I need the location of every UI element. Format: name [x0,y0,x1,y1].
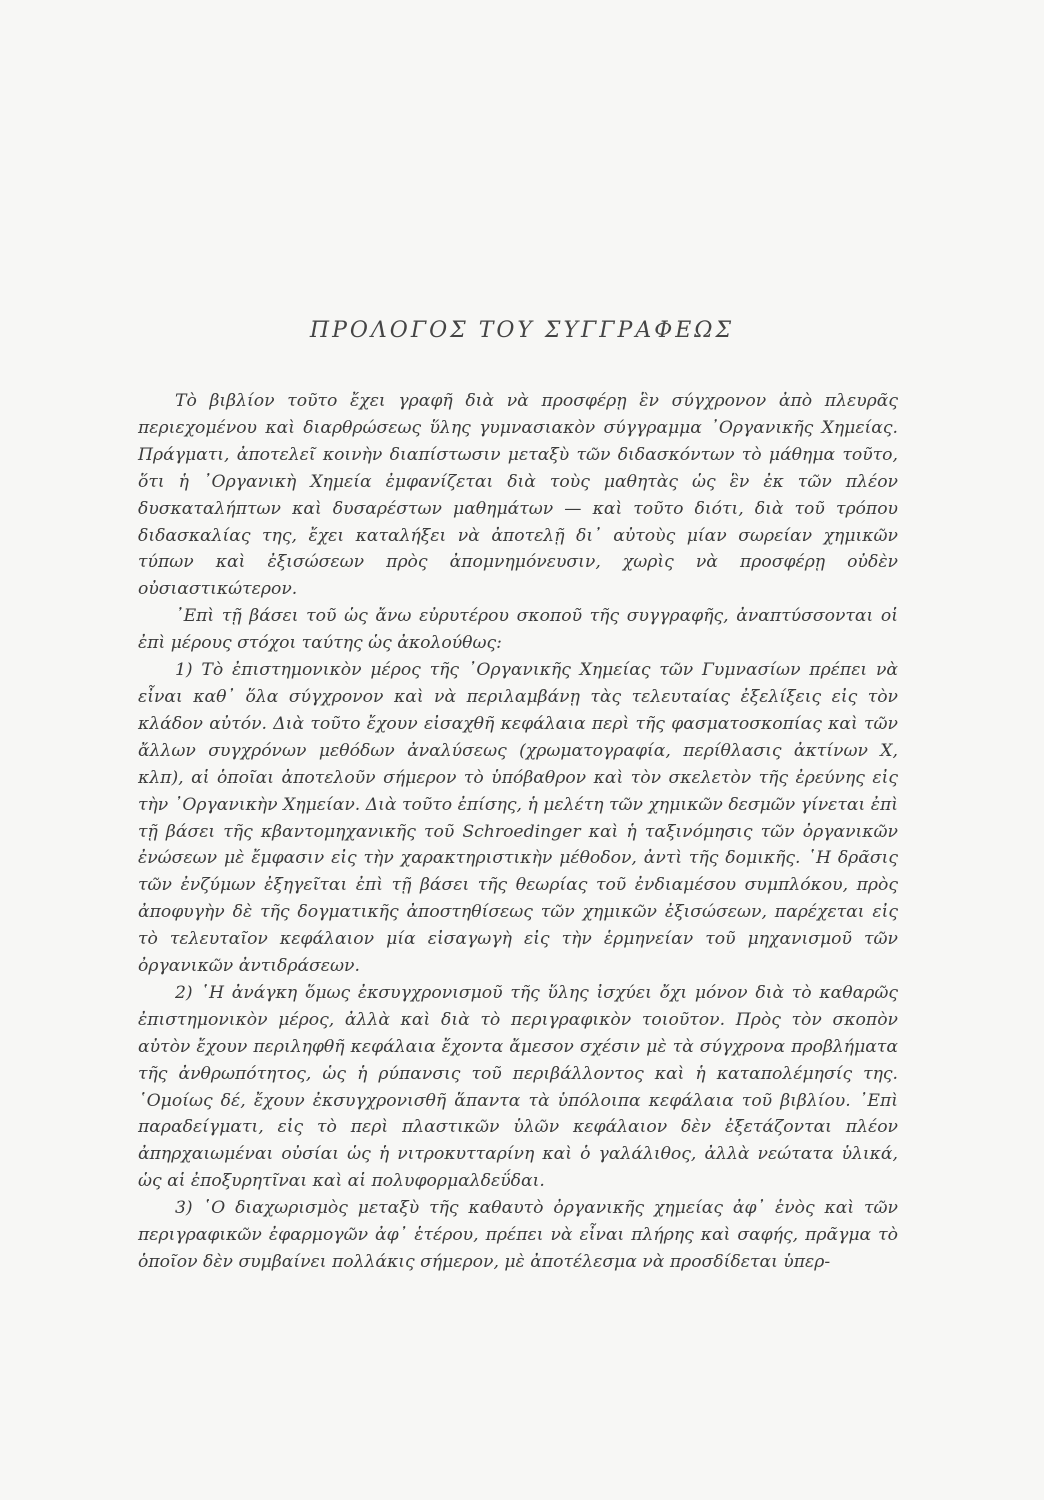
page-title: ΠΡΟΛΟΓΟΣ ΤΟΥ ΣΥΓΓΡΑΦΕΩΣ [309,318,735,343]
paragraph-intro: Τὸ βιβλίον τοῦτο ἔχει γραφῆ διὰ νὰ προσφέρῃ ἓν σύγχρονον ἀπὸ πλευρᾶς περιεχομένου καὶ διαρθρώσεως ὕλης γυμνασιακὸν σύγγραμμα ᾿Οργανικῆς Χημείας. Πράγματι, ἀποτελεῖ κοινὴν διαπίστωσιν μεταξὺ τῶν διδασκόντων τὸ μάθημα τοῦτο, ὅτι ἡ ᾿Οργανικὴ Χημεία ἐμφανίζεται διὰ τοὺς μαθητὰς ὡς ἓν ἐκ τῶν πλέον δυσκαταλήπτων καὶ δυσαρέστων μαθημάτων — καὶ τοῦτο διότι, διὰ τοῦ τρόπου διδασκαλίας της, ἔχει καταλήξει νὰ ἀποτελῇ δι᾿ αὐτοὺς μίαν σωρείαν χημικῶν τύπων καὶ ἐξισώσεων πρὸς ἀπομνημόνευσιν, χωρὶς νὰ προσφέρῃ οὐδὲν οὐσιαστικώτερον. [138,391,898,600]
paragraph-point-1: 1) Τὸ ἐπιστημονικὸν μέρος τῆς ᾿Οργανικῆς Χημείας τῶν Γυμνασίων πρέπει νὰ εἶναι καθ᾿ ὅλα σύγχρονον καὶ νὰ περιλαμβάνῃ τὰς τελευταίας ἐξελίξεις εἰς τὸν κλάδον αὐτόν. Διὰ τοῦτο ἔχουν εἰσαχθῆ κεφάλαια περὶ τῆς φασματοσκοπίας καὶ τῶν ἄλλων συγχρόνων μεθόδων ἀναλύσεως (χρωματογραφία, περίθλασις ἀκτίνων Χ, κλπ), αἱ ὁποῖαι ἀποτελοῦν σήμερον τὸ ὑπόβαθρον καὶ τὸν σκελετὸν τῆς ἐρεύνης εἰς τὴν ᾿Οργανικὴν Χημείαν. Διὰ τοῦτο ἐπίσης, ἡ μελέτη τῶν χημικῶν δεσμῶν γίνεται ἐπὶ τῇ βάσει τῆς κβαντομηχανικῆς τοῦ Schroedinger καὶ ἡ ταξινόμησις τῶν ὀργανικῶν ἐνώσεων μὲ ἔμφασιν εἰς τὴν χαρακτηριστικὴν μέθοδον, ἀντὶ τῆς δομικῆς. ῾Η δρᾶσις τῶν ἐνζύμων ἐξηγεῖται ἐπὶ τῇ βάσει τῆς θεωρίας τοῦ ἐνδιαμέσου συμπλόκου, πρὸς ἀποφυγὴν δὲ τῆς δογματικῆς ἀποστηθίσεως τῶν χημικῶν ἐξισώσεων, παρέχεται εἰς τὸ τελευταῖον κεφάλαιον μία εἰσαγωγὴ εἰς τὴν ἑρμηνείαν τοῦ μηχανισμοῦ τῶν ὀργανικῶν ἀντιδράσεων. [138,660,898,977]
paragraph-point-3: 3) ῾Ο διαχωρισμὸς μεταξὺ τῆς καθαυτὸ ὀργανικῆς χημείας ἀφ᾿ ἑνὸς καὶ τῶν περιγραφικῶν ἐφαρμογῶν ἀφ᾿ ἑτέρου, πρέπει νὰ εἶναι πλήρης καὶ σαφής, πρᾶγμα τὸ ὁποῖον δὲν συμβαίνει πολλάκις σήμερον, μὲ ἀποτέλεσμα νὰ προσδίδεται ὑπερ- [138,1198,898,1272]
document-body [138,388,898,1276]
paragraph-point-2: 2) ῾Η ἀνάγκη ὅμως ἐκσυγχρονισμοῦ τῆς ὕλης ἰσχύει ὄχι μόνον διὰ τὸ καθαρῶς ἐπιστημονικὸν μέρος, ἀλλὰ καὶ διὰ τὸ περιγραφικὸν τοιοῦτον. Πρὸς τὸν σκοπὸν αὐτὸν ἔχουν περιληφθῆ κεφάλαια ἔχοντα ἄμεσον σχέσιν μὲ τὰ σύγχρονα προβλήματα τῆς ἀνθρωπότητος, ὡς ἡ ρύπανσις τοῦ περιβάλλοντος καὶ ἡ καταπολέμησίς της. ῾Ομοίως δέ, ἔχουν ἐκσυγχρονισθῆ ἅπαντα τὰ ὑπόλοιπα κεφάλαια τοῦ βιβλίου. ᾿Επὶ παραδείγματι, εἰς τὸ περὶ πλαστικῶν ὑλῶν κεφάλαιον δὲν ἐξετάζονται πλέον ἀπηρχαιωμέναι οὐσίαι ὡς ἡ νιτροκυτταρίνη καὶ ὁ γαλάλιθος, ἀλλὰ νεώτατα ὑλικά, ὡς αἱ ἐποξυρητῖναι καὶ αἱ πολυφορμαλδεΰδαι. [138,982,898,1192]
paragraph-goals: ᾿Επὶ τῇ βάσει τοῦ ὡς ἄνω εὐρυτέρου σκοποῦ τῆς συγγραφῆς, ἀναπτύσσονται οἱ ἐπὶ μέρους στόχοι ταύτης ὡς ἀκολούθως: [138,606,898,654]
